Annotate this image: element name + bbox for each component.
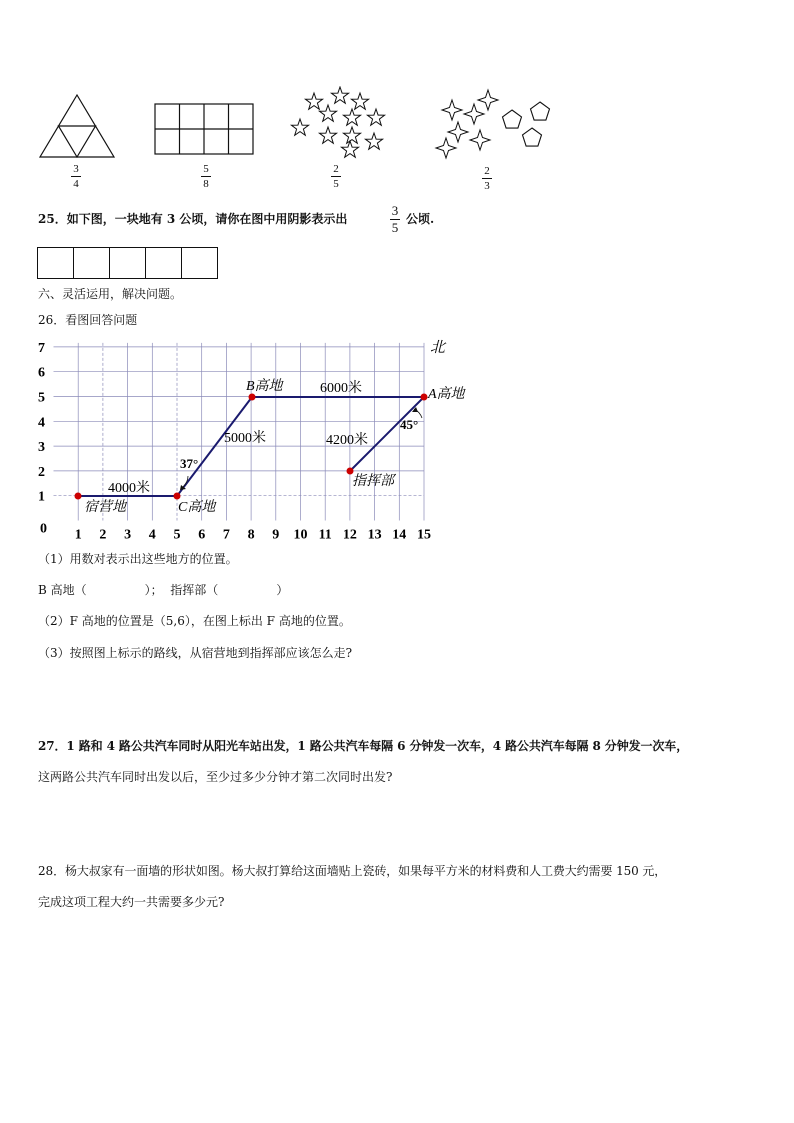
label-a: A高地 <box>428 387 465 402</box>
question-25-prefix: 25．如下图，一块地有 3 公顷，请你在图中用阴影表示出 <box>38 212 348 226</box>
land-box[interactable] <box>181 247 218 279</box>
x-tick-label: 1 <box>74 527 82 543</box>
x-tick-label: 12 <box>342 527 357 543</box>
land-box[interactable] <box>73 247 110 279</box>
fraction-five-eighths: 5 8 <box>201 163 211 190</box>
distance-hq-a: 4200米 <box>326 433 368 448</box>
distance-cb: 5000米 <box>224 431 266 446</box>
question-26-part-2: （2）F 高地的位置是（5,6），在图上标出 F 高地的位置。 <box>38 614 351 628</box>
y-tick-label: 7 <box>38 340 45 356</box>
y-tick-label: 3 <box>38 440 45 456</box>
question-26-part-3: （3）按照图上标示的路线，从宿营地到指挥部应该怎么走? <box>38 646 353 660</box>
triangle-figure <box>38 93 116 161</box>
question-26-answer-line: B 高地（ ）； 指挥部（ ） <box>38 583 289 597</box>
angle-45: 45° <box>400 417 419 432</box>
distance-camp-c: 4000米 <box>108 481 150 496</box>
section-six-heading: 六、灵活运用，解决问题。 <box>38 287 183 301</box>
distance-ba: 6000米 <box>320 381 362 396</box>
question-25-suffix: 公顷. <box>406 212 435 226</box>
x-tick-label: 15 <box>417 527 431 543</box>
land-box[interactable] <box>145 247 182 279</box>
stars-figure <box>288 86 388 162</box>
question-28-line-2: 完成这项工程大约一共需要多少元? <box>38 895 225 909</box>
question-26-title: 26．看图回答问题 <box>38 313 138 327</box>
question-26-part-1: （1）用数对表示出这些地方的位置。 <box>38 552 238 566</box>
y-tick-label: 4 <box>38 415 45 431</box>
x-tick-label: 8 <box>247 527 255 543</box>
north-label: 北 <box>430 340 446 356</box>
label-hq: 指挥部 <box>352 474 394 489</box>
x-tick-label: 10 <box>293 527 308 543</box>
y-tick-label: 5 <box>38 390 45 406</box>
camp-point <box>75 493 82 500</box>
x-tick-label: 3 <box>124 527 132 543</box>
rectangle-grid-figure <box>154 103 254 155</box>
b-point <box>249 394 256 401</box>
coordinate-grid <box>30 336 490 546</box>
label-c: C高地 <box>178 500 216 515</box>
fraction-three-quarters: 3 4 <box>71 163 81 190</box>
question-28-line-1: 28．杨大叔家有一面墙的形状如图。杨大叔打算给这面墙贴上瓷砖，如果每平方米的材料费和人工费大约需要 150 元， <box>38 864 667 878</box>
land-boxes <box>38 247 218 279</box>
c-point <box>174 493 181 500</box>
x-tick-label: 6 <box>198 527 206 543</box>
x-tick-label: 13 <box>367 527 382 543</box>
y-tick-label: 1 <box>38 489 45 505</box>
y-tick-label: 6 <box>38 365 45 381</box>
x-tick-label: 11 <box>318 527 332 543</box>
x-tick-label: 9 <box>272 527 280 543</box>
fraction-two-thirds: 2 3 <box>482 165 492 192</box>
x-tick-label: 14 <box>392 527 407 543</box>
label-camp: 宿营地 <box>84 500 126 515</box>
question-27-line-2: 这两路公共汽车同时出发以后，至少过多少分钟才第二次同时出发? <box>38 770 393 784</box>
label-b: B高地 <box>246 379 283 394</box>
stars-pentagons-figure <box>432 88 556 164</box>
a-point <box>421 394 428 401</box>
x-tick-label: 4 <box>148 527 156 543</box>
question-25-fraction: 3 5 <box>391 203 399 235</box>
question-27-line-1: 27．1 路和 4 路公共汽车同时从阳光车站出发，1 路公共汽车每隔 6 分钟发一次车，4 路公共汽车每隔 8 分钟发一次车， <box>38 739 689 753</box>
x-tick-label: 7 <box>222 527 230 543</box>
origin-label: 0 <box>40 521 47 537</box>
hq-answer-label: 指挥部（ <box>170 583 219 597</box>
x-tick-label: 5 <box>173 527 181 543</box>
land-box[interactable] <box>37 247 74 279</box>
angle-37: 37° <box>180 456 199 471</box>
x-tick-label: 2 <box>99 527 107 543</box>
fraction-two-fifths: 2 5 <box>331 163 341 190</box>
b-label: B 高地（ <box>38 583 87 597</box>
land-box[interactable] <box>109 247 146 279</box>
question-25 <box>38 210 347 228</box>
y-tick-label: 2 <box>38 464 45 480</box>
